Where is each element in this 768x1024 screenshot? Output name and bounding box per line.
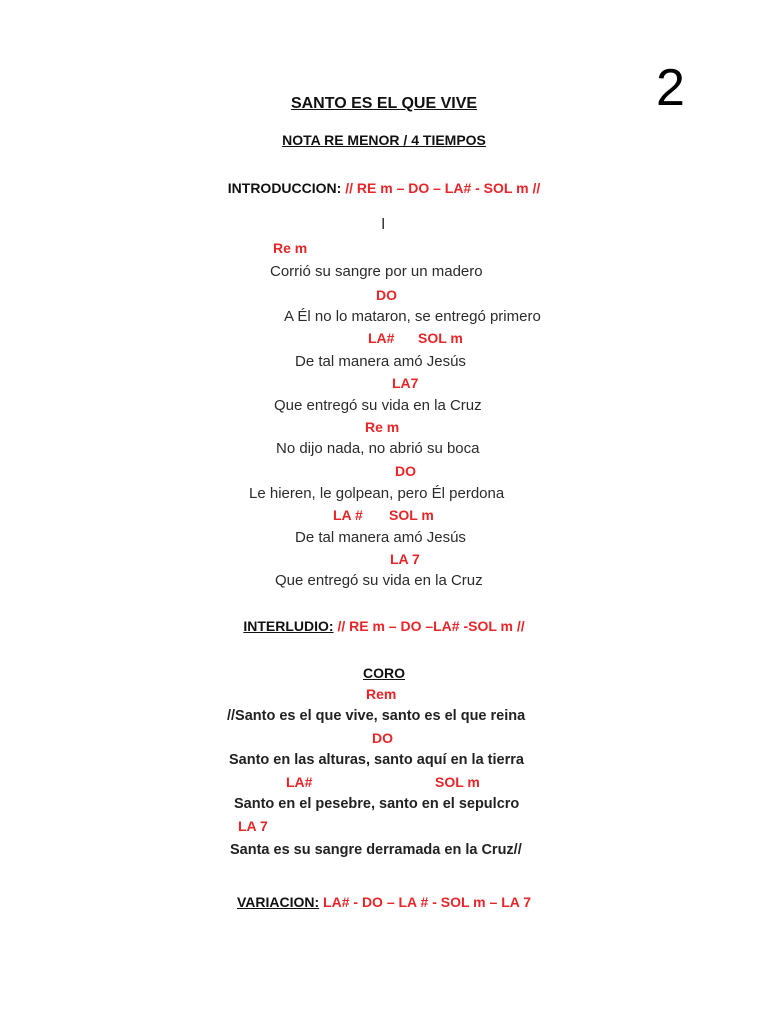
- variation-line: [237, 895, 531, 909]
- intro-line: [228, 181, 540, 195]
- page-number: 2: [656, 59, 685, 117]
- song-key-note: NOTA RE MENOR / 4 TIEMPOS: [282, 132, 486, 148]
- chorus-lyric-line: Santo en el pesebre, santo en el sepulcro: [234, 796, 520, 812]
- chord-label: LA #: [333, 507, 363, 523]
- lyric-line: Corrió su sangre por un madero: [270, 263, 483, 280]
- lyric-line: No dijo nada, no abrió su boca: [276, 440, 480, 457]
- chord-label: Re m: [365, 419, 400, 435]
- chord-label: Re m: [273, 240, 308, 256]
- chord-label: LA#: [368, 330, 395, 346]
- intro-chords: // RE m – DO – LA# - SOL m //: [345, 180, 541, 196]
- chorus-lyric-line: //Santo es el que vive, santo es el que reina: [227, 708, 526, 724]
- chord-label: SOL m: [418, 330, 463, 346]
- chord-label: DO: [372, 730, 393, 746]
- chord-label: SOL m: [435, 774, 480, 790]
- intro-label: INTRODUCCION:: [227, 180, 342, 196]
- verse-marker: I: [381, 216, 386, 233]
- chorus-lyric-line: Santo en las alturas, santo aquí en la tierra: [229, 752, 524, 768]
- chord-label: LA7: [392, 375, 419, 391]
- chord-label: SOL m: [389, 507, 434, 523]
- interlude-chords: // RE m – DO –LA# -SOL m //: [337, 618, 525, 634]
- lyric-line: De tal manera amó Jesús: [295, 353, 466, 370]
- variation-label: VARIACION:: [236, 894, 320, 910]
- song-title: SANTO ES EL QUE VIVE: [290, 95, 478, 112]
- lyric-line: De tal manera amó Jesús: [295, 529, 466, 546]
- chord-label: LA 7: [238, 818, 268, 834]
- interlude-label: INTERLUDIO:: [243, 618, 334, 634]
- chord-label: DO: [376, 287, 397, 303]
- chord-label: DO: [395, 463, 416, 479]
- lyric-line: Que entregó su vida en la Cruz: [274, 397, 482, 414]
- lyric-line: Le hieren, le golpean, pero Él perdona: [249, 485, 505, 502]
- chord-label: LA#: [286, 774, 313, 790]
- variation-chords: LA# - DO – LA # - SOL m – LA 7: [323, 894, 532, 910]
- chord-label: LA 7: [390, 551, 420, 567]
- chord-label: Rem: [366, 686, 397, 702]
- interlude-line: [243, 619, 524, 633]
- chorus-label: CORO: [363, 665, 405, 681]
- lyric-line: A Él no lo mataron, se entregó primero: [284, 308, 541, 325]
- chorus-lyric-line: Santa es su sangre derramada en la Cruz//: [230, 842, 522, 858]
- lyric-line: Que entregó su vida en la Cruz: [275, 572, 483, 589]
